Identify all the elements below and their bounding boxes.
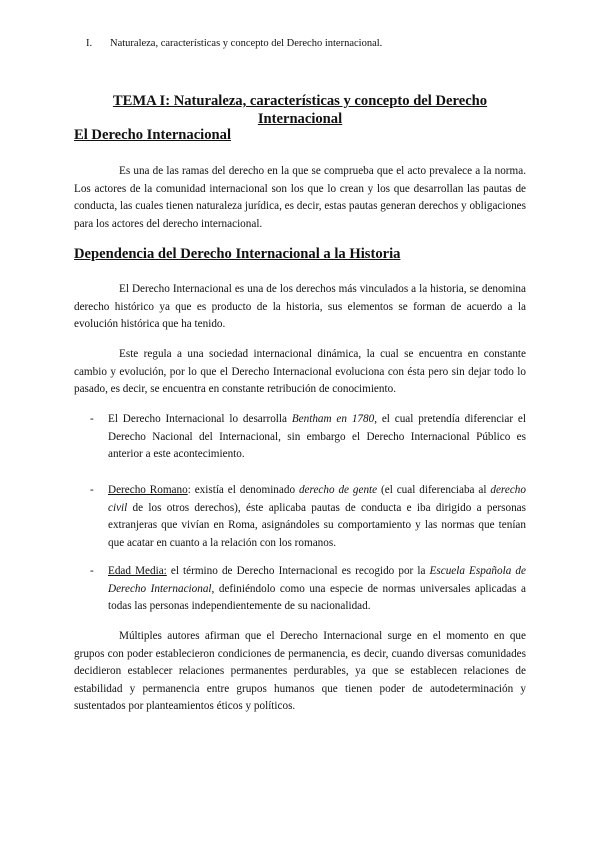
list-dash: -	[90, 565, 94, 577]
list-dash: -	[90, 413, 94, 425]
paragraph-multiples-autores: Múltiples autores afirman que el Derecho Internacional surge en el momento en que grupos con poder establecieron condiciones de permanencia, es decir, cuando diversas comunidades decidieron establecer relaciones permanentes perdurables, ya que se establecen relaciones de estabilidad y permanencia entre grupos humanos que tienen poder de autodeterminación y sustentados por planteamientos éticos y políticos.	[74, 630, 526, 713]
header-text: Naturaleza, características y concepto del Derecho internacional.	[110, 38, 383, 49]
paragraph-historia: El Derecho Internacional es una de los derechos más vinculados a la historia, se denomina derecho histórico ya que es producto de la historia, sus elementos se forman de acuerdo a la evolución histórica que ha tenido.	[74, 283, 526, 331]
page-header	[86, 37, 382, 51]
list-item-bentham	[74, 411, 526, 464]
header-number: I.	[86, 38, 93, 49]
section-heading-dependencia-historia: Dependencia del Derecho Internacional a la Historia	[74, 246, 401, 262]
list-item-edad-media	[74, 563, 526, 616]
list-item-text: Derecho Romano: existía el denominado derecho de gente (el cual diferenciaba al derecho civil de los otros derechos), éste aplicaba pautas de conducta e iba dirigido a personas extranjeras que vivían en Roma, asignándoles su comportamiento y las normas que tenían que acatar en cuanto a la relación con los romanos.	[108, 484, 526, 549]
section-heading-derecho-internacional: El Derecho Internacional	[74, 127, 232, 143]
paragraph-sociedad-dinamica: Este regula a una sociedad internacional dinámica, la cual se encuentra en constante cambio y evolución, por lo que el Derecho Internacional evoluciona con ésta pero sin dejar todo lo pasado, es decir, se encuentra en constante retribución de conocimiento.	[74, 348, 526, 396]
list-item-text: Edad Media: el término de Derecho Internacional es recogido por la Escuela Española de Derecho Internacional, definiéndolo como una especie de normas universales aplicadas a todas las personas independientemente de su nacionalidad.	[108, 565, 526, 613]
list-item-text: El Derecho Internacional lo desarrolla Bentham en 1780, el cual pretendía diferenciar el Derecho Nacional del Internacional, sin embargo el Derecho Internacional Público es anterior a este acontecimiento.	[108, 413, 527, 461]
paragraph-definition: Es una de las ramas del derecho en la que se comprueba que el acto prevalece a la norma. Los actores de la comunidad internacional son los que lo crean y los que desarrollan las pautas de conducta, las cuales tienen naturaleza jurídica, es decir, estas pautas generan derechos y obligaciones para los actores del derecho internacional.	[74, 165, 526, 230]
list-dash: -	[90, 484, 94, 496]
document-title: TEMA I: Naturaleza, características y concepto del Derecho Internacional	[112, 93, 488, 127]
list-item-derecho-romano	[74, 482, 526, 552]
